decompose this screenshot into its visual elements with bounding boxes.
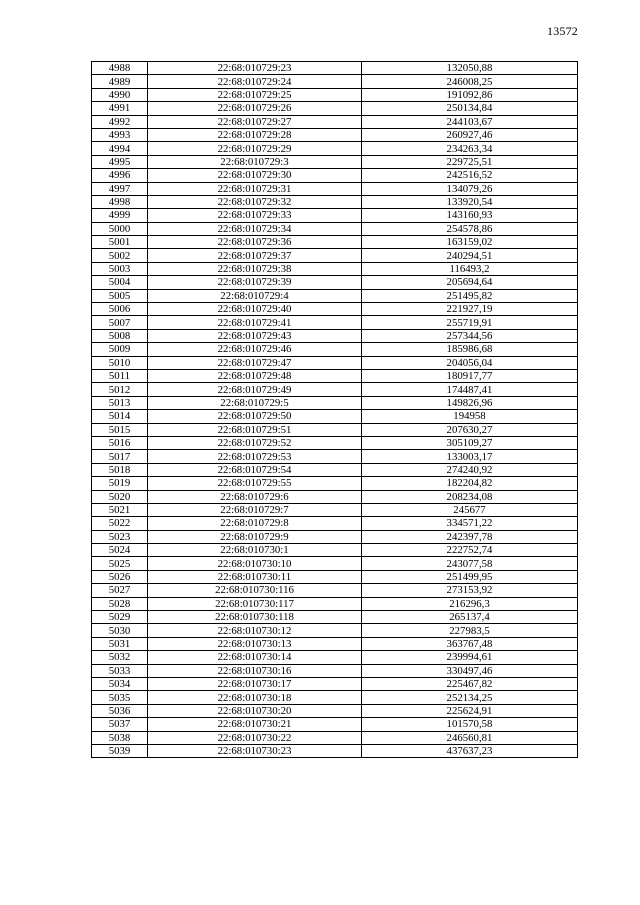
row-number-cell: 5030 — [92, 624, 148, 637]
cadastral-number-cell: 22:68:010729:34 — [148, 222, 362, 235]
cadastral-number-cell: 22:68:010729:49 — [148, 383, 362, 396]
table-row — [92, 450, 578, 463]
cadastral-number-cell: 22:68:010729:24 — [148, 75, 362, 88]
value-cell: 101570,58 — [362, 718, 578, 731]
cadastral-number-cell: 22:68:010729:41 — [148, 316, 362, 329]
cadastral-number-cell: 22:68:010729:4 — [148, 289, 362, 302]
row-number-cell: 5025 — [92, 557, 148, 570]
table-row — [92, 691, 578, 704]
value-cell: 305109,27 — [362, 436, 578, 449]
cadastral-number-cell: 22:68:010729:25 — [148, 88, 362, 101]
row-number-cell: 5016 — [92, 436, 148, 449]
row-number-cell: 5000 — [92, 222, 148, 235]
cadastral-number-cell: 22:68:010729:54 — [148, 463, 362, 476]
cadastral-number-cell: 22:68:010729:51 — [148, 423, 362, 436]
row-number-cell: 5037 — [92, 718, 148, 731]
row-number-cell: 4997 — [92, 182, 148, 195]
row-number-cell: 5036 — [92, 704, 148, 717]
value-cell: 194958 — [362, 410, 578, 423]
table-row — [92, 169, 578, 182]
table-row — [92, 570, 578, 583]
value-cell: 229725,51 — [362, 155, 578, 168]
cadastral-number-cell: 22:68:010730:23 — [148, 744, 362, 757]
table-row — [92, 62, 578, 75]
value-cell: 244103,67 — [362, 115, 578, 128]
value-cell: 243077,58 — [362, 557, 578, 570]
value-cell: 257344,56 — [362, 329, 578, 342]
value-cell: 116493,2 — [362, 262, 578, 275]
table-row — [92, 410, 578, 423]
row-number-cell: 5038 — [92, 731, 148, 744]
value-cell: 225467,82 — [362, 677, 578, 690]
table-row — [92, 249, 578, 262]
cadastral-number-cell: 22:68:010730:16 — [148, 664, 362, 677]
value-cell: 255719,91 — [362, 316, 578, 329]
cadastral-number-cell: 22:68:010729:43 — [148, 329, 362, 342]
value-cell: 250134,84 — [362, 102, 578, 115]
cadastral-number-cell: 22:68:010729:26 — [148, 102, 362, 115]
cadastral-number-cell: 22:68:010730:21 — [148, 718, 362, 731]
value-cell: 221927,19 — [362, 303, 578, 316]
row-number-cell: 5029 — [92, 611, 148, 624]
cadastral-number-cell: 22:68:010730:12 — [148, 624, 362, 637]
value-cell: 182204,82 — [362, 477, 578, 490]
row-number-cell: 4992 — [92, 115, 148, 128]
cadastral-number-cell: 22:68:010729:50 — [148, 410, 362, 423]
row-number-cell: 5005 — [92, 289, 148, 302]
table-row — [92, 303, 578, 316]
cadastral-number-cell: 22:68:010730:22 — [148, 731, 362, 744]
table-row — [92, 436, 578, 449]
row-number-cell: 5023 — [92, 530, 148, 543]
parcel-value-table — [91, 61, 578, 758]
table-row — [92, 115, 578, 128]
value-cell: 208234,08 — [362, 490, 578, 503]
table-row — [92, 651, 578, 664]
table-row — [92, 316, 578, 329]
table-row — [92, 396, 578, 409]
table-row — [92, 530, 578, 543]
cadastral-number-cell: 22:68:010730:20 — [148, 704, 362, 717]
table-row — [92, 155, 578, 168]
table-row — [92, 356, 578, 369]
value-cell: 216296,3 — [362, 597, 578, 610]
table-row — [92, 611, 578, 624]
row-number-cell: 4989 — [92, 75, 148, 88]
table-row — [92, 236, 578, 249]
row-number-cell: 5022 — [92, 517, 148, 530]
cadastral-number-cell: 22:68:010729:36 — [148, 236, 362, 249]
table-row — [92, 731, 578, 744]
table-row — [92, 463, 578, 476]
table-body — [92, 62, 578, 758]
row-number-cell: 5009 — [92, 343, 148, 356]
cadastral-number-cell: 22:68:010730:1 — [148, 544, 362, 557]
cadastral-number-cell: 22:68:010729:37 — [148, 249, 362, 262]
cadastral-number-cell: 22:68:010729:38 — [148, 262, 362, 275]
cadastral-number-cell: 22:68:010730:11 — [148, 570, 362, 583]
value-cell: 185986,68 — [362, 343, 578, 356]
table-row — [92, 704, 578, 717]
row-number-cell: 4998 — [92, 195, 148, 208]
table-row — [92, 142, 578, 155]
value-cell: 191092,86 — [362, 88, 578, 101]
table-row — [92, 343, 578, 356]
cadastral-number-cell: 22:68:010729:5 — [148, 396, 362, 409]
value-cell: 132050,88 — [362, 62, 578, 75]
table-row — [92, 664, 578, 677]
table-row — [92, 637, 578, 650]
cadastral-number-cell: 22:68:010729:53 — [148, 450, 362, 463]
value-cell: 143160,93 — [362, 209, 578, 222]
value-cell: 227983,5 — [362, 624, 578, 637]
value-cell: 149826,96 — [362, 396, 578, 409]
table-row — [92, 744, 578, 757]
row-number-cell: 5013 — [92, 396, 148, 409]
row-number-cell: 5014 — [92, 410, 148, 423]
table-row — [92, 195, 578, 208]
table-row — [92, 289, 578, 302]
cadastral-number-cell: 22:68:010729:46 — [148, 343, 362, 356]
row-number-cell: 5008 — [92, 329, 148, 342]
cadastral-number-cell: 22:68:010730:13 — [148, 637, 362, 650]
value-cell: 133003,17 — [362, 450, 578, 463]
table-row — [92, 477, 578, 490]
row-number-cell: 5018 — [92, 463, 148, 476]
row-number-cell: 5024 — [92, 544, 148, 557]
row-number-cell: 5001 — [92, 236, 148, 249]
value-cell: 251495,82 — [362, 289, 578, 302]
row-number-cell: 5003 — [92, 262, 148, 275]
table-row — [92, 329, 578, 342]
cadastral-number-cell: 22:68:010729:7 — [148, 503, 362, 516]
cadastral-number-cell: 22:68:010730:118 — [148, 611, 362, 624]
cadastral-number-cell: 22:68:010729:8 — [148, 517, 362, 530]
cadastral-number-cell: 22:68:010729:52 — [148, 436, 362, 449]
table-row — [92, 597, 578, 610]
cadastral-number-cell: 22:68:010729:40 — [148, 303, 362, 316]
cadastral-number-cell: 22:68:010729:55 — [148, 477, 362, 490]
row-number-cell: 5027 — [92, 584, 148, 597]
cadastral-number-cell: 22:68:010729:23 — [148, 62, 362, 75]
cadastral-number-cell: 22:68:010729:27 — [148, 115, 362, 128]
cadastral-number-cell: 22:68:010729:6 — [148, 490, 362, 503]
value-cell: 254578,86 — [362, 222, 578, 235]
value-cell: 334571,22 — [362, 517, 578, 530]
table-row — [92, 262, 578, 275]
row-number-cell: 4991 — [92, 102, 148, 115]
cadastral-number-cell: 22:68:010730:10 — [148, 557, 362, 570]
cadastral-number-cell: 22:68:010729:32 — [148, 195, 362, 208]
table-row — [92, 557, 578, 570]
row-number-cell: 4990 — [92, 88, 148, 101]
table-row — [92, 276, 578, 289]
value-cell: 133920,54 — [362, 195, 578, 208]
cadastral-number-cell: 22:68:010729:30 — [148, 169, 362, 182]
value-cell: 242516,52 — [362, 169, 578, 182]
row-number-cell: 5019 — [92, 477, 148, 490]
row-number-cell: 5011 — [92, 369, 148, 382]
value-cell: 163159,02 — [362, 236, 578, 249]
row-number-cell: 5010 — [92, 356, 148, 369]
value-cell: 273153,92 — [362, 584, 578, 597]
row-number-cell: 5034 — [92, 677, 148, 690]
row-number-cell: 5032 — [92, 651, 148, 664]
table-row — [92, 369, 578, 382]
row-number-cell: 5004 — [92, 276, 148, 289]
value-cell: 204056,04 — [362, 356, 578, 369]
value-cell: 246008,25 — [362, 75, 578, 88]
value-cell: 180917,77 — [362, 369, 578, 382]
value-cell: 437637,23 — [362, 744, 578, 757]
cadastral-number-cell: 22:68:010729:48 — [148, 369, 362, 382]
row-number-cell: 5039 — [92, 744, 148, 757]
table-row — [92, 517, 578, 530]
value-cell: 245677 — [362, 503, 578, 516]
value-cell: 246560,81 — [362, 731, 578, 744]
row-number-cell: 5002 — [92, 249, 148, 262]
table-row — [92, 209, 578, 222]
value-cell: 363767,48 — [362, 637, 578, 650]
row-number-cell: 5007 — [92, 316, 148, 329]
value-cell: 265137,4 — [362, 611, 578, 624]
cadastral-number-cell: 22:68:010729:39 — [148, 276, 362, 289]
table-row — [92, 423, 578, 436]
cadastral-number-cell: 22:68:010730:18 — [148, 691, 362, 704]
row-number-cell: 4993 — [92, 128, 148, 141]
table-row — [92, 88, 578, 101]
row-number-cell: 4995 — [92, 155, 148, 168]
row-number-cell: 5031 — [92, 637, 148, 650]
value-cell: 252134,25 — [362, 691, 578, 704]
cadastral-number-cell: 22:68:010729:28 — [148, 128, 362, 141]
value-cell: 207630,27 — [362, 423, 578, 436]
row-number-cell: 5028 — [92, 597, 148, 610]
row-number-cell: 5012 — [92, 383, 148, 396]
value-cell: 222752,74 — [362, 544, 578, 557]
table-row — [92, 584, 578, 597]
value-cell: 134079,26 — [362, 182, 578, 195]
value-cell: 240294,51 — [362, 249, 578, 262]
row-number-cell: 5026 — [92, 570, 148, 583]
cadastral-number-cell: 22:68:010729:33 — [148, 209, 362, 222]
value-cell: 225624,91 — [362, 704, 578, 717]
table-row — [92, 624, 578, 637]
cadastral-number-cell: 22:68:010729:29 — [148, 142, 362, 155]
row-number-cell: 4999 — [92, 209, 148, 222]
value-cell: 274240,92 — [362, 463, 578, 476]
value-cell: 330497,46 — [362, 664, 578, 677]
value-cell: 251499,95 — [362, 570, 578, 583]
cadastral-number-cell: 22:68:010730:116 — [148, 584, 362, 597]
table-row — [92, 718, 578, 731]
table-row — [92, 490, 578, 503]
table-row — [92, 128, 578, 141]
row-number-cell: 4988 — [92, 62, 148, 75]
row-number-cell: 4994 — [92, 142, 148, 155]
table-row — [92, 383, 578, 396]
table-row — [92, 182, 578, 195]
table-row — [92, 544, 578, 557]
row-number-cell: 5015 — [92, 423, 148, 436]
cadastral-number-cell: 22:68:010730:17 — [148, 677, 362, 690]
table-row — [92, 677, 578, 690]
cadastral-number-cell: 22:68:010729:47 — [148, 356, 362, 369]
page-number: 13572 — [547, 24, 578, 38]
row-number-cell: 5021 — [92, 503, 148, 516]
cadastral-number-cell: 22:68:010730:14 — [148, 651, 362, 664]
row-number-cell: 5035 — [92, 691, 148, 704]
cadastral-number-cell: 22:68:010729:9 — [148, 530, 362, 543]
cadastral-number-cell: 22:68:010730:117 — [148, 597, 362, 610]
row-number-cell: 5017 — [92, 450, 148, 463]
value-cell: 260927,46 — [362, 128, 578, 141]
cadastral-number-cell: 22:68:010729:31 — [148, 182, 362, 195]
value-cell: 234263,34 — [362, 142, 578, 155]
value-cell: 205694,64 — [362, 276, 578, 289]
row-number-cell: 4996 — [92, 169, 148, 182]
value-cell: 242397,78 — [362, 530, 578, 543]
row-number-cell: 5006 — [92, 303, 148, 316]
table-row — [92, 102, 578, 115]
table-row — [92, 222, 578, 235]
cadastral-number-cell: 22:68:010729:3 — [148, 155, 362, 168]
row-number-cell: 5033 — [92, 664, 148, 677]
table-row — [92, 503, 578, 516]
value-cell: 239994,61 — [362, 651, 578, 664]
table-row — [92, 75, 578, 88]
value-cell: 174487,41 — [362, 383, 578, 396]
row-number-cell: 5020 — [92, 490, 148, 503]
